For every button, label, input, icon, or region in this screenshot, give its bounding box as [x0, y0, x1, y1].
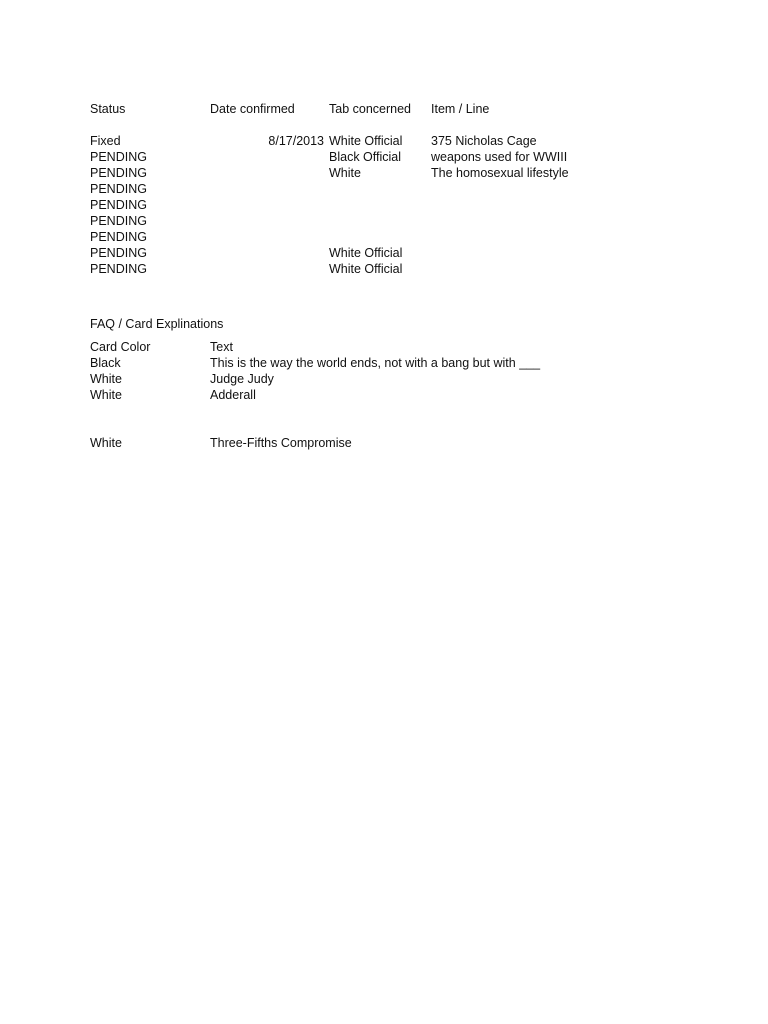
tab-cell: White: [329, 166, 361, 180]
tab-cell: Black Official: [329, 150, 402, 164]
card-text-cell: Three-Fifths Compromise: [210, 436, 352, 450]
date-cell: 8/17/2013: [268, 134, 324, 148]
status-cell: PENDING: [90, 182, 147, 196]
item-cell: 375 Nicholas Cage: [431, 134, 537, 148]
faq-title: FAQ / Card Explinations: [90, 317, 224, 331]
faq-header-color: Card Color: [90, 340, 151, 354]
faq-header-text: Text: [210, 340, 233, 354]
status-cell: Fixed: [90, 134, 121, 148]
card-text-cell: Adderall: [210, 388, 256, 402]
status-cell: PENDING: [90, 246, 147, 260]
header-item: Item / Line: [431, 102, 490, 116]
card-color-cell: White: [90, 388, 122, 402]
header-status: Status: [90, 102, 126, 116]
item-cell: The homosexual lifestyle: [431, 166, 569, 180]
item-cell: weapons used for WWIII: [431, 150, 568, 164]
card-color-cell: Black: [90, 356, 121, 370]
tab-cell: White Official: [329, 246, 403, 260]
header-date: Date confirmed: [210, 102, 295, 116]
tab-cell: White Official: [329, 262, 403, 276]
card-text-cell: Judge Judy: [210, 372, 274, 386]
card-text-cell: This is the way the world ends, not with a bang but with ___: [210, 356, 541, 370]
status-cell: PENDING: [90, 230, 147, 244]
header-tab: Tab concerned: [329, 102, 412, 116]
card-color-cell: White: [90, 372, 122, 386]
status-cell: PENDING: [90, 166, 147, 180]
status-cell: PENDING: [90, 198, 147, 212]
status-cell: PENDING: [90, 214, 147, 228]
card-color-cell: White: [90, 436, 122, 450]
status-cell: PENDING: [90, 150, 147, 164]
tab-cell: White Official: [329, 134, 403, 148]
status-cell: PENDING: [90, 262, 147, 276]
